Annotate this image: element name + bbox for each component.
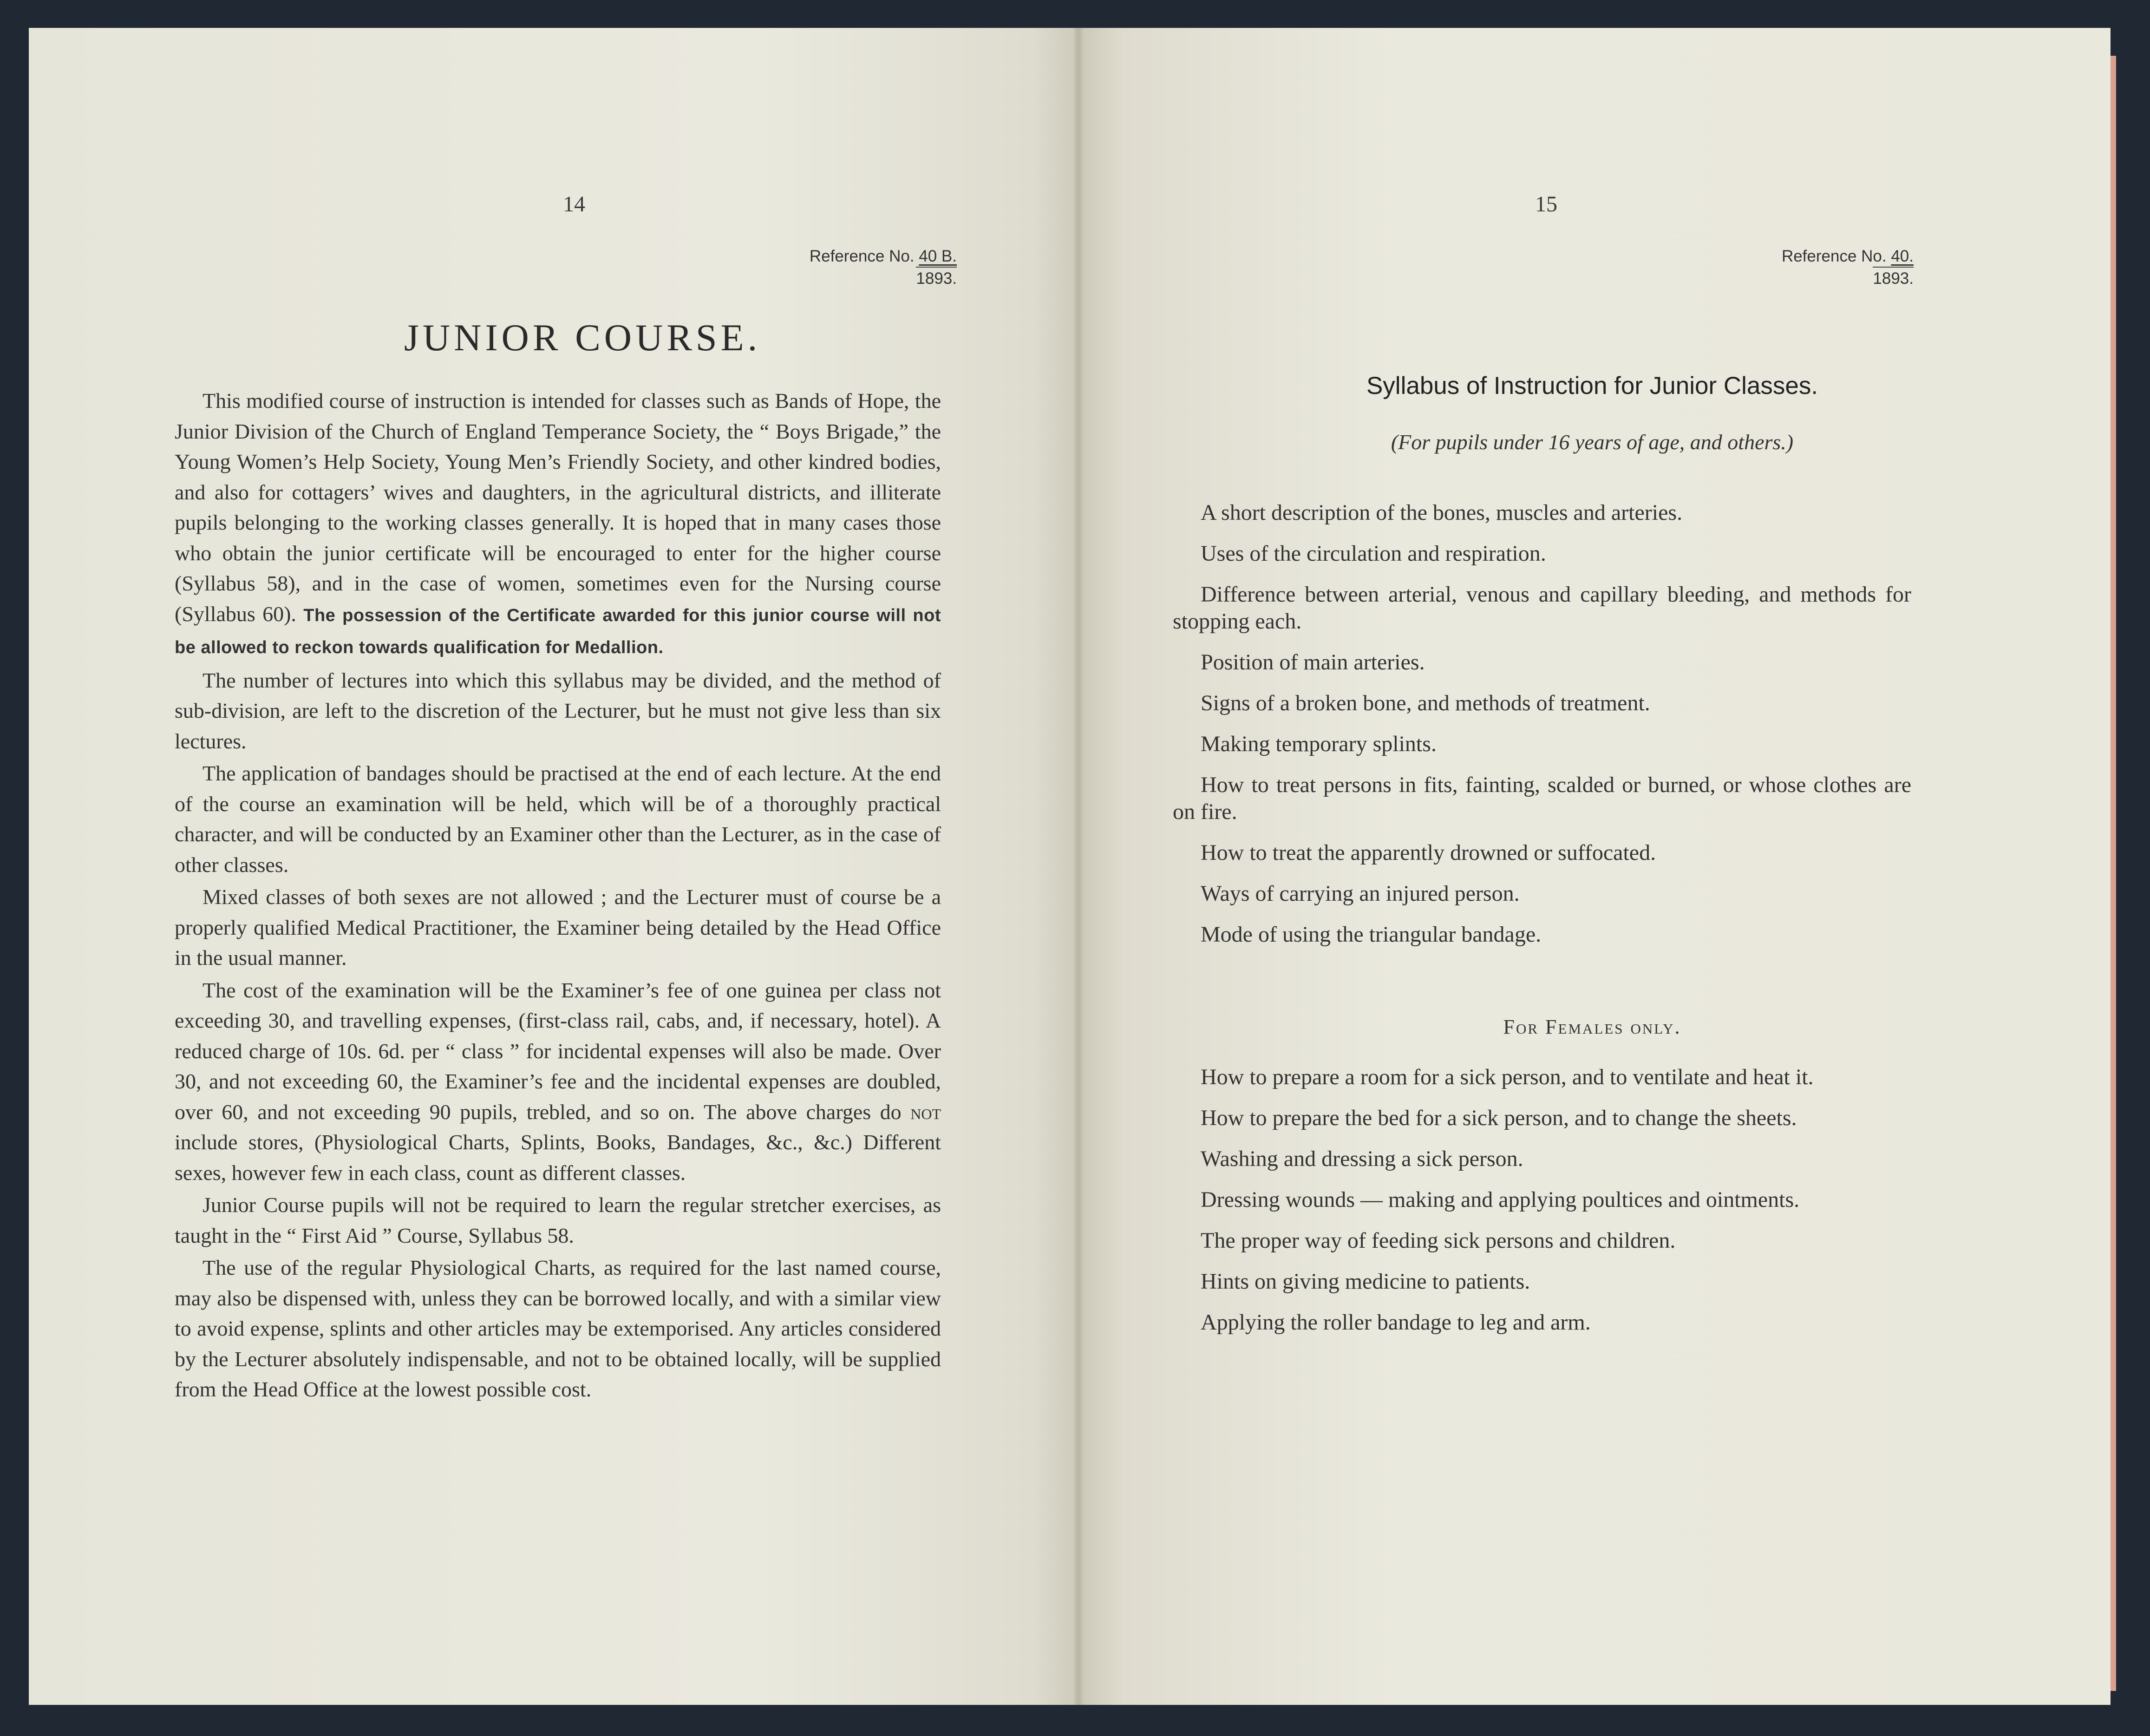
reference-year: 1893. (916, 267, 957, 289)
list-item: How to prepare the bed for a sick person, and to change the sheets. (1201, 1106, 1797, 1130)
list-item: Making temporary splints. (1201, 732, 1437, 756)
syllabus-heading: Syllabus of Instruction for Junior Classes. (1366, 372, 1818, 400)
paragraph: The use of the regular Physiological Charts, as required for the last named course, may also be dispensed with, unless they can be borrowed locally, and with a similar view to avoid expense, splints and other articles may be extemporised. Any articles considered by the Lecturer absolutely indispensable, and not to be obtained locally, will be supplied from the Head Office at the lowest possible cost. (175, 1256, 941, 1401)
list-item: How to prepare a room for a sick person, and to ventilate and heat it. (1201, 1065, 1814, 1089)
list-item: Signs of a broken bone, and methods of treatment. (1201, 691, 1650, 715)
list-item: Hints on giving medicine to patients. (1201, 1269, 1530, 1294)
emphasis-not: not (910, 1100, 941, 1124)
syllabus-subheading: (For pupils under 16 years of age, and others.) (1391, 430, 1794, 454)
page-edge (2111, 56, 2116, 1691)
page-title: JUNIOR COURSE. (404, 316, 761, 359)
page-number-left: 14 (563, 192, 585, 216)
females-list (1173, 1064, 1911, 1350)
list-item: Washing and dressing a sick person. (1201, 1146, 1523, 1171)
reference-number: 40 B. (919, 247, 957, 265)
junior-course-body (175, 386, 941, 1407)
paragraph: The cost of the examination will be the Examiner’s fee of one guinea per class not exceeding 30, and travelling expenses, (first-class rail, cabs, and, if necessary, hotel). A reduced charge of 10s. 6d. per “ class ” for incidental expenses will also be made. Over 30, and not exceeding 60, the Examiner’s fee and the incidental expenses are doubled, over 60, and not exceeding 90 pupils, trebled, and so on. The above charges do not include stores, (Physiological Charts, Splints, Books, Bandages, &c., &c.) Different sexes, however few in each class, count as different classes. (175, 978, 941, 1185)
syllabus-list (1173, 499, 1911, 962)
reference-line (1653, 246, 1914, 267)
reference-line (697, 246, 957, 267)
list-item: How to treat persons in fits, fainting, scalded or burned, or whose clothes are on fire. (1173, 773, 1911, 824)
page-number-right: 15 (1535, 192, 1557, 216)
list-item: The proper way of feeding sick persons and children. (1201, 1228, 1676, 1253)
list-item: Difference between arterial, venous and capillary bleeding, and methods for stopping each. (1173, 582, 1911, 634)
list-item: Uses of the circulation and respiration. (1201, 541, 1546, 566)
reference-label: Reference No. (1781, 247, 1887, 265)
list-item: Applying the roller bandage to leg and arm. (1201, 1310, 1591, 1335)
list-item: Ways of carrying an injured person. (1201, 881, 1520, 906)
reference-right (1653, 246, 1914, 289)
paragraph: Junior Course pupils will not be required to learn the regular stretcher exercises, as taught in the “ First Aid ” Course, Syllabus 58. (175, 1193, 941, 1247)
paragraph: The number of lectures into which this syllabus may be divided, and the method of sub-division, are left to the discretion of the Lecturer, but he must not give less than six lectures. (175, 668, 941, 753)
list-item: Mode of using the triangular bandage. (1201, 922, 1542, 947)
book-gutter (1074, 28, 1083, 1705)
list-item: Dressing wounds — making and applying poultices and ointments. (1201, 1187, 1800, 1212)
list-item: How to treat the apparently drowned or suffocated. (1201, 840, 1656, 865)
paragraph: Mixed classes of both sexes are not allowed ; and the Lecturer must of course be a properly qualified Medical Practitioner, the Examiner being detailed by the Head Office in the usual manner. (175, 885, 941, 970)
certificate-note: The possession of the Certificate awarded for this junior course will not be allowed to reckon towards qualification for Medallion. (175, 605, 941, 657)
paragraph: This modified course of instruction is intended for classes such as Bands of Hope, the Junior Division of the Church of England Temperance Society, the “ Boys Brigade,” the Young Women’s Help Society, Young Men’s Friendly Society, and other kindred bodies, and also for cottagers’ wives and daughters, in the agricultural districts, and illiterate pupils belonging to the working classes generally. It is hoped that in many cases those who obtain the junior certificate will be encouraged to enter for the higher course (Syllabus 58), and in the case of women, sometimes even for the Nursing course (Syllabus 60). The possession of the Certificate awarded for this junior course will not be allowed to reckon towards qualification for Medallion. (175, 389, 941, 657)
reference-number: 40. (1891, 247, 1914, 265)
paragraph: The application of bandages should be practised at the end of each lecture. At the end of the course an examination will be held, which will be of a thoroughly practical character, and will be conducted by an Examiner other than the Lecturer, as in the case of other classes. (175, 761, 941, 877)
reference-left (697, 246, 957, 289)
reference-label: Reference No. (809, 247, 915, 265)
reference-year: 1893. (1873, 267, 1914, 289)
females-heading: For Females only. (1503, 1015, 1681, 1038)
list-item: A short description of the bones, muscles and arteries. (1201, 500, 1683, 525)
list-item: Position of main arteries. (1201, 650, 1425, 675)
